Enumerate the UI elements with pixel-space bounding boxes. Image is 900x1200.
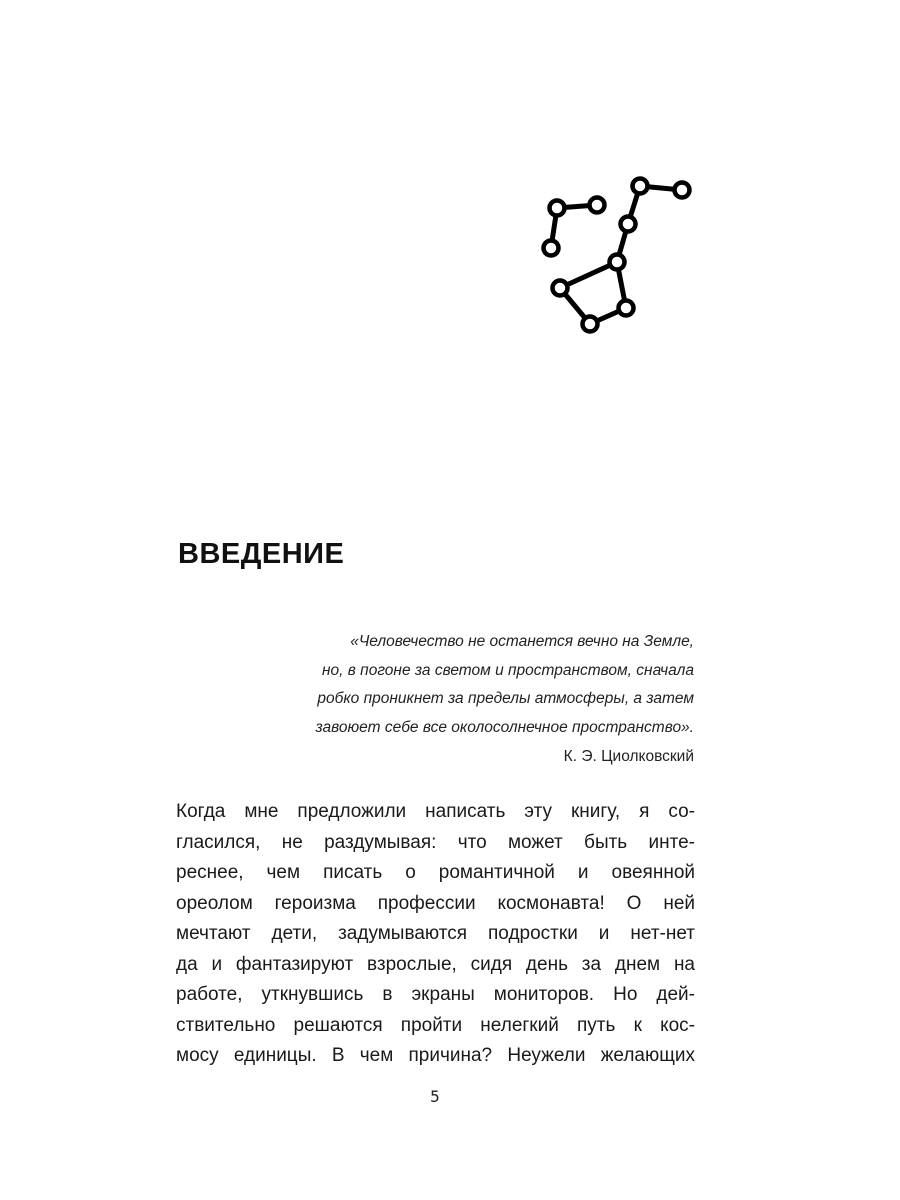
epigraph-line: робко проникнет за пределы атмосферы, а затем <box>317 690 694 707</box>
constellation-star <box>610 255 625 270</box>
body-line: реснее, чем писать о романтичной и овеянной <box>176 862 695 883</box>
body-line: Когда мне предложили написать эту книгу, я со- <box>176 801 695 822</box>
body-line: да и фантазируют взрослые, сидя день за днем на <box>176 953 695 975</box>
constellation-star <box>553 281 568 296</box>
body-line: ствительно решаются пройти нелегкий путь к кос- <box>176 1014 695 1036</box>
epigraph-line: но, в погоне за светом и пространством, сначала <box>322 661 694 679</box>
epigraph-line: «Человечество не останется вечно на Земле, <box>350 633 694 650</box>
body-line: гласился, не раздумывая: что может быть инте- <box>176 831 695 853</box>
body-line: работе, уткнувшись в экраны мониторов. Но дей- <box>176 984 695 1005</box>
body-line: ореолом героизма профессии космонавта! О ней <box>176 892 695 914</box>
epigraph <box>240 628 694 771</box>
constellation-star <box>590 198 605 213</box>
epigraph-author: К. Э. Циолковский <box>563 748 694 765</box>
body-line: мечтают дети, задумываются подростки и нет-нет <box>176 923 695 944</box>
chapter-title: ВВЕДЕНИЕ <box>178 538 345 570</box>
body-paragraph <box>176 797 695 1072</box>
constellation-star <box>675 183 690 198</box>
constellation-icon <box>535 170 705 345</box>
constellation-star <box>583 317 598 332</box>
constellation-star <box>633 179 648 194</box>
constellation-star <box>619 301 634 316</box>
constellation-star <box>550 201 565 216</box>
constellation-star <box>621 217 636 232</box>
constellation-star <box>544 241 559 256</box>
body-line: мосу единицы. В чем причина? Неужели желающих <box>176 1045 695 1066</box>
epigraph-line: завоюет себе все околосолнечное пространство». <box>315 718 694 736</box>
page-number: 5 <box>430 1087 440 1106</box>
